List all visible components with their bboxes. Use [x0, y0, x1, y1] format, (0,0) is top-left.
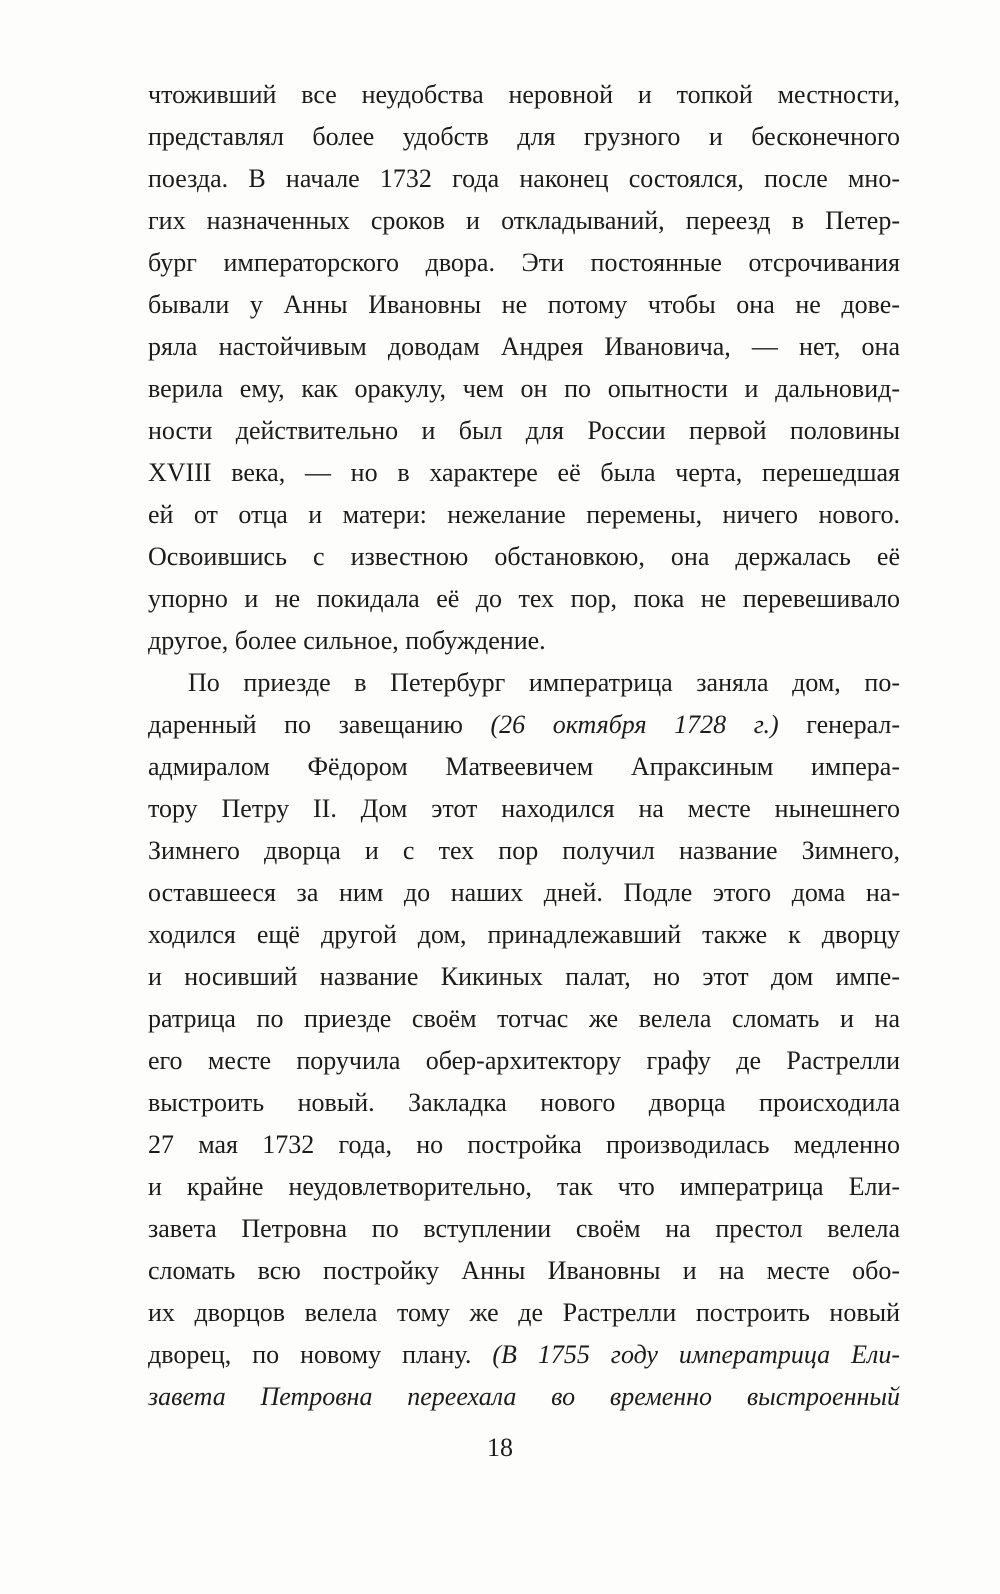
- text-line: [148, 914, 900, 956]
- text-segment: 27 мая 1732 года, но постройка производилась медленно: [148, 1130, 900, 1159]
- text-line: [148, 116, 900, 158]
- text-line: [148, 1166, 900, 1208]
- text-segment: адмиралом Фёдором Матвеевичем Апраксиным импера-: [148, 752, 900, 781]
- text-segment: его месте поручила обер-архитектору графу де Растрелли: [148, 1046, 900, 1075]
- text-line: [148, 1292, 900, 1334]
- text-segment: представлял более удобств для грузного и бесконечного: [148, 122, 900, 151]
- text-segment: завета Петровна по вступлении своём на престол велела: [148, 1214, 900, 1243]
- text-line: [148, 1040, 900, 1082]
- text-segment: даренный по завещанию: [148, 710, 491, 739]
- text-segment: Освоившись с известною обстановкою, она держалась её: [148, 542, 900, 571]
- text-line: [148, 326, 900, 368]
- text-line: [148, 998, 900, 1040]
- paragraph: [148, 662, 900, 1418]
- text-line: [148, 662, 900, 704]
- text-segment: гих назначенных сроков и откладываний, переезд в Петер-: [148, 206, 900, 235]
- text-block: [148, 74, 900, 1418]
- text-line: [148, 578, 900, 620]
- text-line: [148, 704, 900, 746]
- text-segment: бург императорского двора. Эти постоянные отсрочивания: [148, 248, 900, 277]
- text-segment: ходился ещё другой дом, принадлежавший также к дворцу: [148, 920, 900, 949]
- text-segment: дворец, по новому плану.: [148, 1340, 493, 1369]
- text-line: [148, 494, 900, 536]
- text-segment: и носивший название Кикиных палат, но этот дом импе-: [148, 962, 900, 991]
- text-segment: ратрица по приезде своём тотчас же велела сломать и на: [148, 1004, 900, 1033]
- italic-text-segment: (26 октября 1728 г.): [490, 710, 779, 739]
- text-line: [148, 284, 900, 326]
- text-line: [148, 1334, 900, 1376]
- text-line: [148, 368, 900, 410]
- text-line: [148, 746, 900, 788]
- text-segment: и крайне неудовлетворительно, так что императрица Ели-: [148, 1172, 900, 1201]
- text-segment: выстроить новый. Закладка нового дворца происходила: [148, 1088, 900, 1117]
- text-segment: поезда. В начале 1732 года наконец состоялся, после мно-: [148, 164, 900, 193]
- text-segment: чтоживший все неудобства неровной и топкой местности,: [148, 80, 900, 109]
- text-segment: Зимнего дворца и с тех пор получил название Зимнего,: [148, 836, 900, 865]
- text-line: [148, 956, 900, 998]
- text-line: [148, 1208, 900, 1250]
- text-line: [148, 872, 900, 914]
- italic-text-segment: завета Петровна переехала во временно выстроенный: [148, 1382, 900, 1411]
- text-segment: другое, более сильное, побуждение.: [148, 626, 546, 655]
- text-segment: XVIII века, — но в характере её была черта, перешедшая: [148, 458, 900, 487]
- text-line: [148, 158, 900, 200]
- text-segment: верила ему, как оракулу, чем он по опытности и дальновид-: [148, 374, 900, 403]
- page-number: 18: [487, 1433, 513, 1462]
- text-line: [148, 1250, 900, 1292]
- text-line: [148, 452, 900, 494]
- text-line: [148, 242, 900, 284]
- text-line: [148, 410, 900, 452]
- text-segment: генерал-: [778, 710, 900, 739]
- text-segment: упорно и не покидала её до тех пор, пока не перевешивало: [148, 584, 900, 613]
- text-line: [148, 1376, 900, 1418]
- text-line: [148, 620, 900, 662]
- text-segment: их дворцов велела тому же де Растрелли построить новый: [148, 1298, 900, 1327]
- text-line: [148, 74, 900, 116]
- text-line: [148, 830, 900, 872]
- italic-text-segment: (В 1755 году императрица Ели-: [492, 1340, 901, 1369]
- text-segment: сломать всю постройку Анны Ивановны и на месте обо-: [148, 1256, 900, 1285]
- text-line: [148, 1082, 900, 1124]
- text-segment: тору Петру II. Дом этот находился на месте нынешнего: [148, 794, 900, 823]
- text-segment: бывали у Анны Ивановны не потому чтобы она не дове-: [148, 290, 900, 319]
- text-line: [148, 1124, 900, 1166]
- text-line: [148, 788, 900, 830]
- text-segment: ряла настойчивым доводам Андрея Ивановича, — нет, она: [148, 332, 900, 361]
- text-segment: оставшееся за ним до наших дней. Подле этого дома на-: [148, 878, 900, 907]
- text-line: [148, 200, 900, 242]
- text-line: [148, 536, 900, 578]
- text-segment: ей от отца и матери: нежелание перемены, ничего нового.: [148, 500, 900, 529]
- text-segment: ности действительно и был для России первой половины: [148, 416, 900, 445]
- paragraph: [148, 74, 900, 662]
- text-segment: По приезде в Петербург императрица заняла дом, по-: [188, 668, 900, 697]
